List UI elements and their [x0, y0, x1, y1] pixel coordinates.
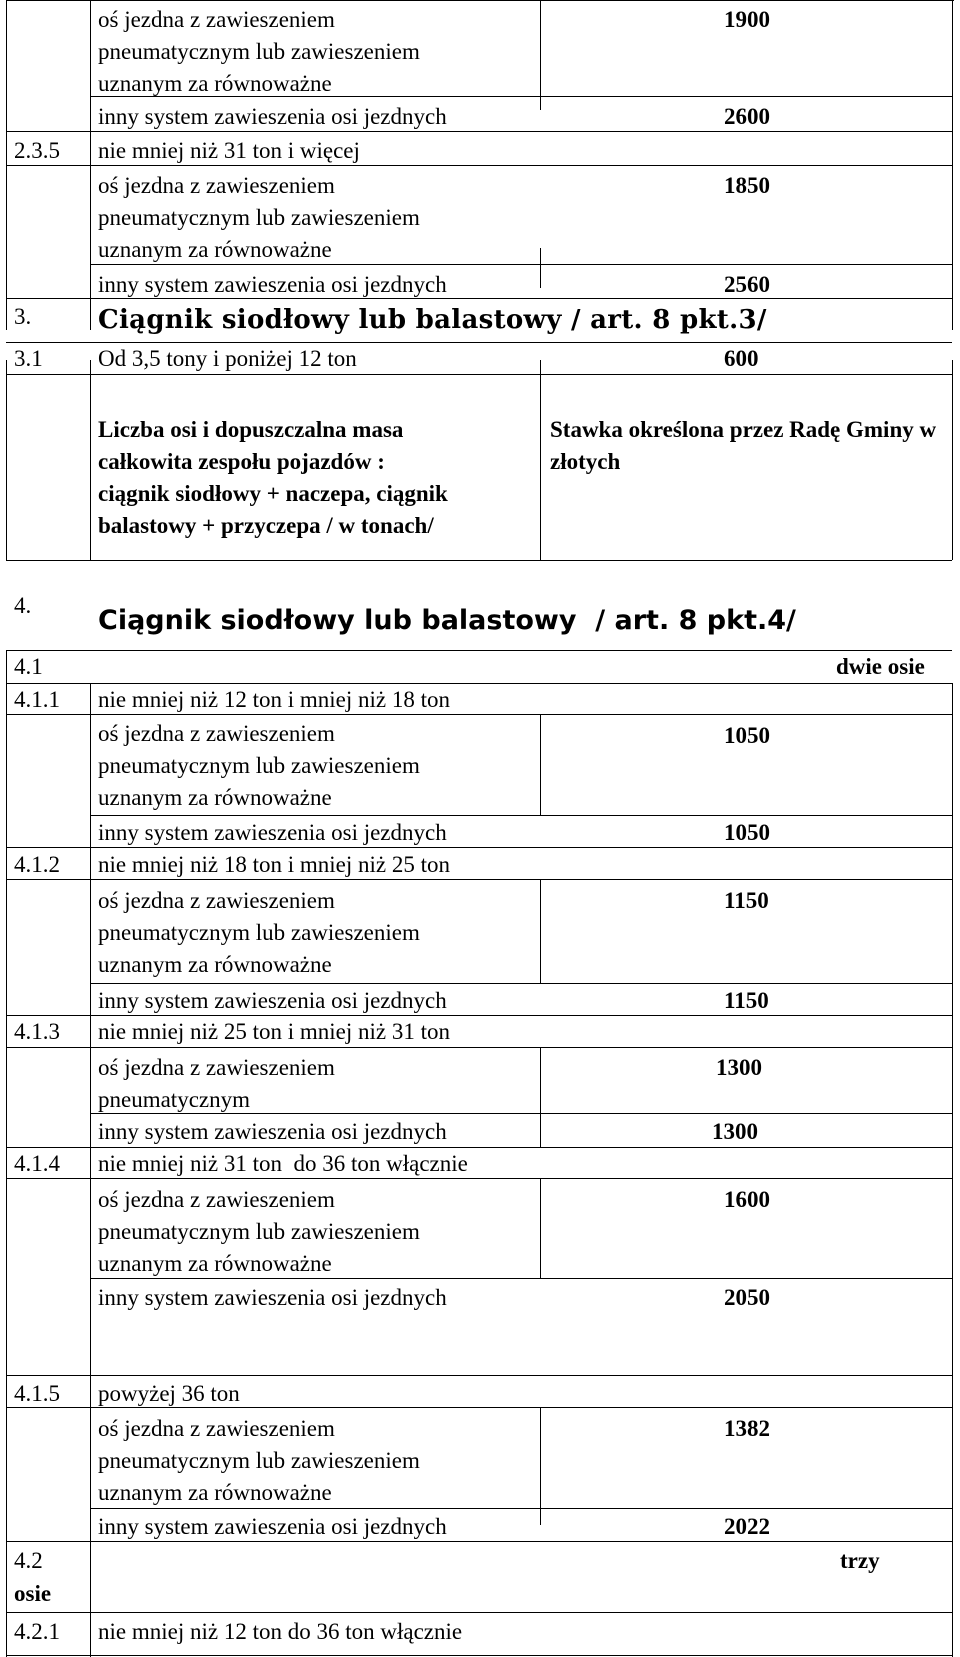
- row-description: inny system zawieszenia osi jezdnych: [98, 272, 447, 297]
- row-rule: [6, 0, 954, 1]
- row-code: 4.1: [14, 654, 43, 679]
- row-description: [98, 4, 420, 100]
- rate-value: 2050: [724, 1285, 770, 1310]
- rate-value: 1300: [716, 1055, 762, 1080]
- description-line: pneumatycznym lub zawieszeniem: [98, 920, 420, 945]
- row-description: [98, 1413, 420, 1509]
- rate-value: 1600: [724, 1187, 770, 1212]
- rate-value: 1850: [724, 173, 770, 198]
- description-line: oś jezdna z zawieszeniem: [98, 1416, 335, 1441]
- rate-value: 1150: [724, 888, 769, 913]
- row-code: 2.3.5: [14, 138, 60, 163]
- description-line: uznanym za równoważne: [98, 71, 332, 96]
- rate-value: 1050: [724, 723, 770, 748]
- row-code: 4.1.3: [14, 1019, 60, 1044]
- row-code: 4.1.4: [14, 1151, 60, 1176]
- row-code: 3.: [14, 304, 32, 329]
- description-line: oś jezdna z zawieszeniem: [98, 721, 335, 746]
- rate-value: 2560: [724, 272, 770, 297]
- table-border-left: [6, 360, 7, 560]
- rate-value: 1300: [712, 1119, 758, 1144]
- row-description: nie mniej niż 25 ton i mniej niż 31 ton: [98, 1019, 450, 1044]
- description-line: pneumatycznym lub zawieszeniem: [98, 1219, 420, 1244]
- description-line: uznanym za równoważne: [98, 1480, 332, 1505]
- description-line: pneumatycznym lub zawieszeniem: [98, 205, 420, 230]
- axle-count-label: dwie osie: [836, 654, 925, 679]
- row-description: inny system zawieszenia osi jezdnych: [98, 820, 447, 845]
- row-description: nie mniej niż 18 ton i mniej niż 25 ton: [98, 852, 450, 877]
- row-description: nie mniej niż 12 ton i mniej niż 18 ton: [98, 687, 450, 712]
- rate-value: 1150: [724, 988, 769, 1013]
- column-divider-value: [540, 1178, 541, 1278]
- row-code: 4.1.1: [14, 687, 60, 712]
- row-code: 4.2.1: [14, 1619, 60, 1644]
- section-heading: Ciągnik siodłowy lub balastowy / art. 8 pkt.4/: [98, 605, 796, 636]
- column-divider-value: [540, 879, 541, 983]
- row-code: 4.1.5: [14, 1381, 60, 1406]
- row-rule: [6, 1375, 952, 1376]
- row-description: inny system zawieszenia osi jezdnych: [98, 104, 447, 129]
- row-description: nie mniej niż 31 ton do 36 ton włącznie: [98, 1151, 468, 1176]
- table-border-right: [952, 683, 953, 1657]
- description-line: oś jezdna z zawieszeniem: [98, 888, 335, 913]
- row-rule: [6, 1655, 952, 1656]
- header-line: całkowita zespołu pojazdów :: [98, 449, 385, 474]
- row-description: nie mniej niż 12 ton do 36 ton włącznie: [98, 1619, 463, 1644]
- column-header-rate: Stawka określona przez Radę Gminy w złotych: [550, 417, 937, 474]
- description-line: uznanym za równoważne: [98, 237, 332, 262]
- axle-count-label: osie: [14, 1581, 52, 1606]
- rate-value: 2022: [724, 1514, 770, 1539]
- section-heading: Ciągnik siodłowy lub balastowy / art. 8 pkt.3/: [98, 305, 767, 335]
- row-code: 4.1.2: [14, 852, 60, 877]
- description-line: uznanym za równoważne: [98, 1251, 332, 1276]
- row-rule: [6, 560, 952, 561]
- description-line: uznanym za równoważne: [98, 785, 332, 810]
- table-border-right: [952, 0, 953, 330]
- column-divider-code: [90, 683, 91, 1657]
- row-rule: [6, 650, 952, 651]
- description-line: pneumatycznym lub zawieszeniem: [98, 753, 420, 778]
- row-description: nie mniej niż 31 ton i więcej: [98, 138, 360, 163]
- description-line: pneumatycznym lub zawieszeniem: [98, 39, 420, 64]
- description-line: oś jezdna z zawieszeniem: [98, 1187, 335, 1212]
- row-code: 3.1: [14, 346, 43, 371]
- row-code: 4.: [14, 593, 32, 618]
- column-header-description: [98, 414, 448, 542]
- description-line: oś jezdna z zawieszeniem: [98, 173, 335, 198]
- header-line: ciągnik siodłowy + naczepa, ciągnik: [98, 481, 448, 506]
- description-line: pneumatycznym lub zawieszeniem: [98, 1448, 420, 1473]
- rate-value: 600: [724, 346, 759, 371]
- row-description: inny system zawieszenia osi jezdnych: [98, 1514, 447, 1539]
- row-description: powyżej 36 ton: [98, 1381, 240, 1406]
- row-description: Od 3,5 tony i poniżej 12 ton: [98, 346, 357, 371]
- rate-value: 1382: [724, 1416, 770, 1441]
- column-divider-code: [90, 360, 91, 560]
- rate-value: 1050: [724, 820, 770, 845]
- row-description: inny system zawieszenia osi jezdnych: [98, 988, 447, 1013]
- header-line: balastowy + przyczepa / w tonach/: [98, 513, 434, 538]
- rate-value: 1900: [724, 7, 770, 32]
- column-divider-value: [540, 248, 541, 288]
- column-divider-value: [540, 714, 541, 815]
- rate-value: 2600: [724, 104, 770, 129]
- row-description: [98, 718, 420, 814]
- description-line: oś jezdna z zawieszeniem: [98, 7, 335, 32]
- column-divider-value: [540, 0, 541, 110]
- table-border-right: [952, 360, 953, 560]
- column-divider-value: [540, 1047, 541, 1147]
- description-line: oś jezdna z zawieszeniem: [98, 1055, 335, 1080]
- row-description: [98, 885, 420, 981]
- column-divider-value: [540, 360, 541, 560]
- row-description: [98, 170, 420, 266]
- description-line: pneumatycznym: [98, 1087, 251, 1112]
- description-line: uznanym za równoważne: [98, 952, 332, 977]
- row-description: inny system zawieszenia osi jezdnych: [98, 1119, 447, 1144]
- table-border-left: [6, 650, 7, 1657]
- header-line: Liczba osi i dopuszczalna masa: [98, 417, 404, 442]
- row-description: [98, 1184, 420, 1280]
- axle-count-label: trzy: [840, 1548, 880, 1573]
- row-rule: [6, 1612, 952, 1613]
- row-description: [98, 1052, 335, 1116]
- row-description: inny system zawieszenia osi jezdnych: [98, 1285, 447, 1310]
- row-code: 4.2: [14, 1548, 43, 1573]
